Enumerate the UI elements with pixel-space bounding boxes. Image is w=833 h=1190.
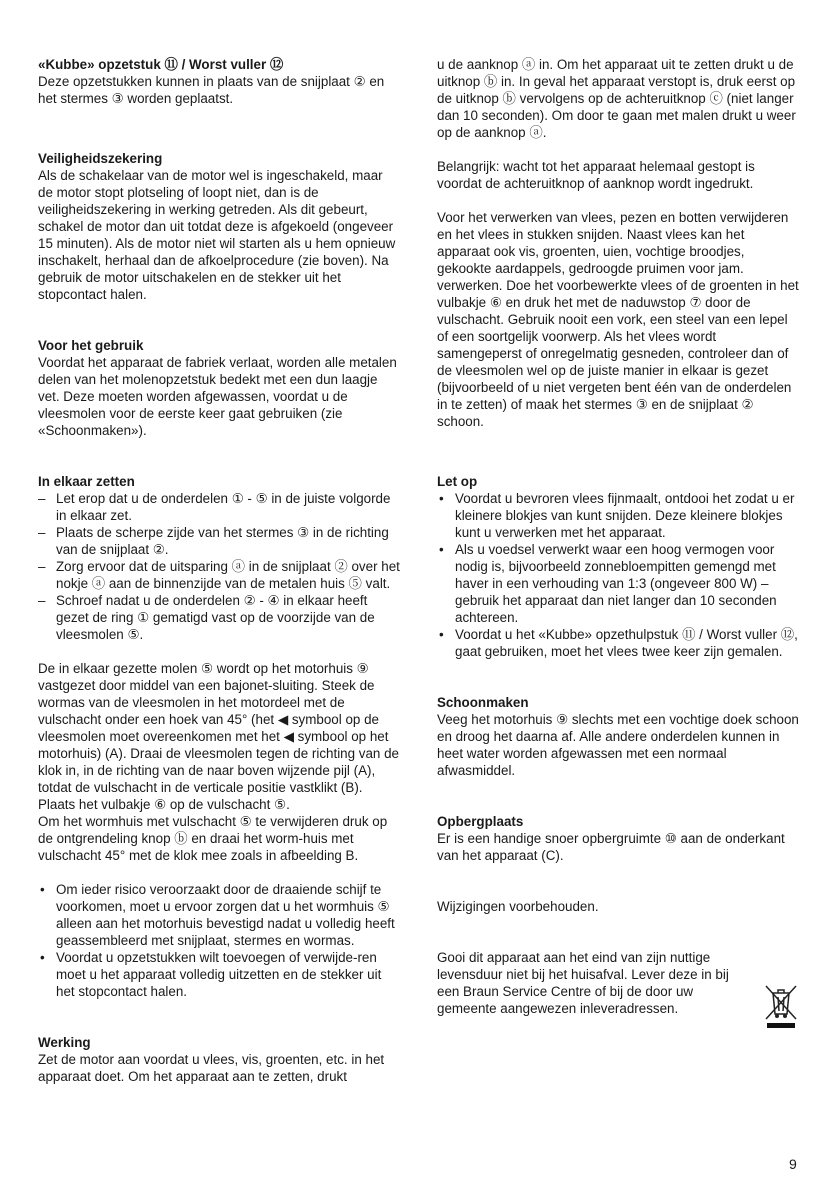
molen-text-2: Om het wormhuis met vulschacht ⑤ te verwijderen druk op de ontgrendeling knop ⓑ en draai het worm-huis met vulschacht 45° met de klok mee zoals in afbeelding B.: [38, 814, 388, 863]
opbergplaats-heading: Opbergplaats: [437, 814, 524, 829]
werking-text: Zet de motor aan voordat u vlees, vis, groenten, etc. in het apparaat doet. Om het apparaat aan te zetten, drukt: [38, 1052, 385, 1084]
opbergplaats-section: [437, 813, 799, 864]
list-item: – Schroef nadat u de onderdelen ② - ④ in elkaar heeft gezet de ring ① gematigd vast op de voorzijde van de vleesmolen ⑤.: [38, 592, 400, 643]
schoonmaken-text: Veeg het motorhuis ⑨ slechts met een vochtige doek schoon en droog het daarna af. Alle andere onderdelen kunnen in heet water worden afgewassen met een normaal afwasmiddel.: [437, 712, 799, 778]
belangrijk-text: Belangrijk: wacht tot het apparaat helemaal gestopt is voordat de achteruitknop of aanknop wordt ingedrukt.: [437, 159, 755, 191]
letop-heading: Let op: [437, 474, 478, 489]
voor-gebruik-section: [38, 337, 400, 439]
list-item: – Zorg ervoor dat de uitsparing ⓐ in de snijplaat ② over het nokje ⓐ aan de binnenzijde van de metalen huis ⑤ valt.: [38, 558, 400, 592]
verwerken-text: Voor het verwerken van vlees, pezen en botten verwijderen en het vlees in stukken snijden. Naast vlees kan het apparaat ook vis, groenten, uien, vochtige broodjes, gekookte aardappels, gedroogde pruimen voor jam. verwerken. Doe het voorbewerkte vlees of de groenten in het vulbakje ⑥ en druk het met de naduwstop ⑦ door de vulschacht. Gebruik nooit een vork, een steel van een lepel of een soortgelijk voorwerp. Als het vlees wordt samengeperst of onregelmatig gesneden, controleer dan of de vleesmolen wel op de juiste manier in elkaar is gezet (bijvoorbeeld of u niet vergeten bent één van de onderdelen in te zetten) of maak het stermes ③ en de snijplaat ② schoon.: [437, 210, 799, 429]
schoonmaken-section: [437, 694, 799, 779]
in-elkaar-heading: In elkaar zetten: [38, 474, 135, 489]
list-item: – Let erop dat u de onderdelen ① - ⑤ in de juiste volgorde in elkaar zet.: [38, 490, 400, 524]
veiligheid-section: [38, 150, 400, 303]
list-item: • Als u voedsel verwerkt waar een hoog vermogen voor nodig is, bijvoorbeeld zonnebloempitten gemengd met haver in een verhouding van 1:3 (ongeveer 800 W) – gebruik het apparaat dan niet langer dan 10 seconden achtereen.: [437, 541, 799, 626]
schoonmaken-heading: Schoonmaken: [437, 695, 529, 710]
molen-section: [38, 660, 400, 864]
werking-heading: Werking: [38, 1035, 91, 1050]
list-item: • Om ieder risico veroorzaakt door de draaiende schijf te voorkomen, moet u ervoor zorgen dat u het wormhuis ⑤ alleen aan het motorhuis bevestigd nadat u volledig heeft geassembleerd met snijplaat, stermes en wormas.: [38, 881, 400, 949]
veiligheid-heading: Veiligheidszekering: [38, 151, 163, 166]
gooi-text: Gooi dit apparaat aan het eind van zijn nuttige levensduur niet bij het huisafval. Lever deze in bij een Braun Service Centre of bij de door uw gemeente aangewezen inleveradressen.: [437, 950, 729, 1016]
opbergplaats-text: Er is een handige snoer opbergruimte ⑩ aan de onderkant van het apparaat (C).: [437, 831, 785, 863]
right-column: [437, 56, 799, 1017]
voor-gebruik-text: Voordat het apparaat de fabriek verlaat, worden alle metalen delen van het molenopzetstuk bedekt met een dun laagje vet. Deze moeten worden afgewassen, voordat u de vleesmolen voor de eerste keer gaat gebruiken (zie «Schoonmaken»).: [38, 355, 397, 438]
wijzigingen-text: Wijzigingen voorbehouden.: [437, 899, 599, 914]
kubbe-section: [38, 56, 400, 107]
list-item: • Voordat u bevroren vlees fijnmaalt, ontdooi het zodat u er kleinere blokjes van kunt snijden. Deze kleinere blokjes kunt u verwerken met het apparaat.: [437, 490, 799, 541]
letop-list: [437, 490, 799, 660]
werking-continued-text: u de aanknop ⓐ in. Om het apparaat uit te zetten drukt u de uitknop ⓑ in. In geval het apparaat verstopt is, druk eerst op de uitknop ⓑ vervolgens op de achteruitknop ⓒ (niet langer dan 10 seconden). Om door te gaan met malen drukt u weer op de aanknop ⓐ.: [437, 57, 796, 140]
safety-list: [38, 881, 400, 1000]
voor-gebruik-heading: Voor het gebruik: [38, 338, 144, 353]
veiligheid-text: Als de schakelaar van de motor wel is ingeschakeld, maar de motor stopt plotseling of loopt niet, dan is de veiligheidszekering in werking getreden. Als dit gebeurt, schakel de motor dan uit totdat deze is afgekoeld (ongeveer 15 minuten). Als de motor niet wil starten als u hem opnieuw inschakelt, herhaal dan de afkoelprocedure (zie boven). Na gebruik de motor uitschakelen en de stekker uit het stopcontact halen.: [38, 168, 396, 302]
in-elkaar-section: [38, 473, 400, 643]
kubbe-heading: «Kubbe» opzetstuk ⑪ / Worst vuller ⑫: [38, 57, 284, 72]
page-number: 9: [789, 1156, 797, 1172]
list-item: • Voordat u opzetstukken wilt toevoegen of verwijde-ren moet u het apparaat volledig uitzetten en de stekker uit het stopcontact halen.: [38, 949, 400, 1000]
list-item: – Plaats de scherpe zijde van het stermes ③ in de richting van de snijplaat ②.: [38, 524, 400, 558]
kubbe-text: Deze opzetstukken kunnen in plaats van de snijplaat ② en het stermes ③ worden geplaatst.: [38, 74, 385, 106]
molen-text-1: De in elkaar gezette molen ⑤ wordt op het motorhuis ⑨ vastgezet door middel van een bajonet-sluiting. Steek de wormas van de vleesmolen in het motordeel met de vulschacht onder een hoek van 45° (het ◀ symbool op de vleesmolen moet overeenkomen met het ◀ symbool op het motorhuis) (A). Draai de vleesmolen tegen de richting van de klok in, in de richting van de naar boven wijzende pijl (A), totdat de vulschacht in de verticale positie vastklikt (B). Plaats het vulbakje ⑥ op de vulschacht ⑤.: [38, 661, 399, 812]
letop-section: [437, 473, 799, 660]
left-column: [38, 56, 400, 1085]
weee-bin-icon: [763, 983, 799, 1029]
list-item: • Voordat u het «Kubbe» opzethulpstuk ⑪ / Worst vuller ⑫, gaat gebruiken, moet het vlees twee keer zijn gemalen.: [437, 626, 799, 660]
in-elkaar-list: [38, 490, 400, 643]
werking-section: [38, 1034, 400, 1085]
